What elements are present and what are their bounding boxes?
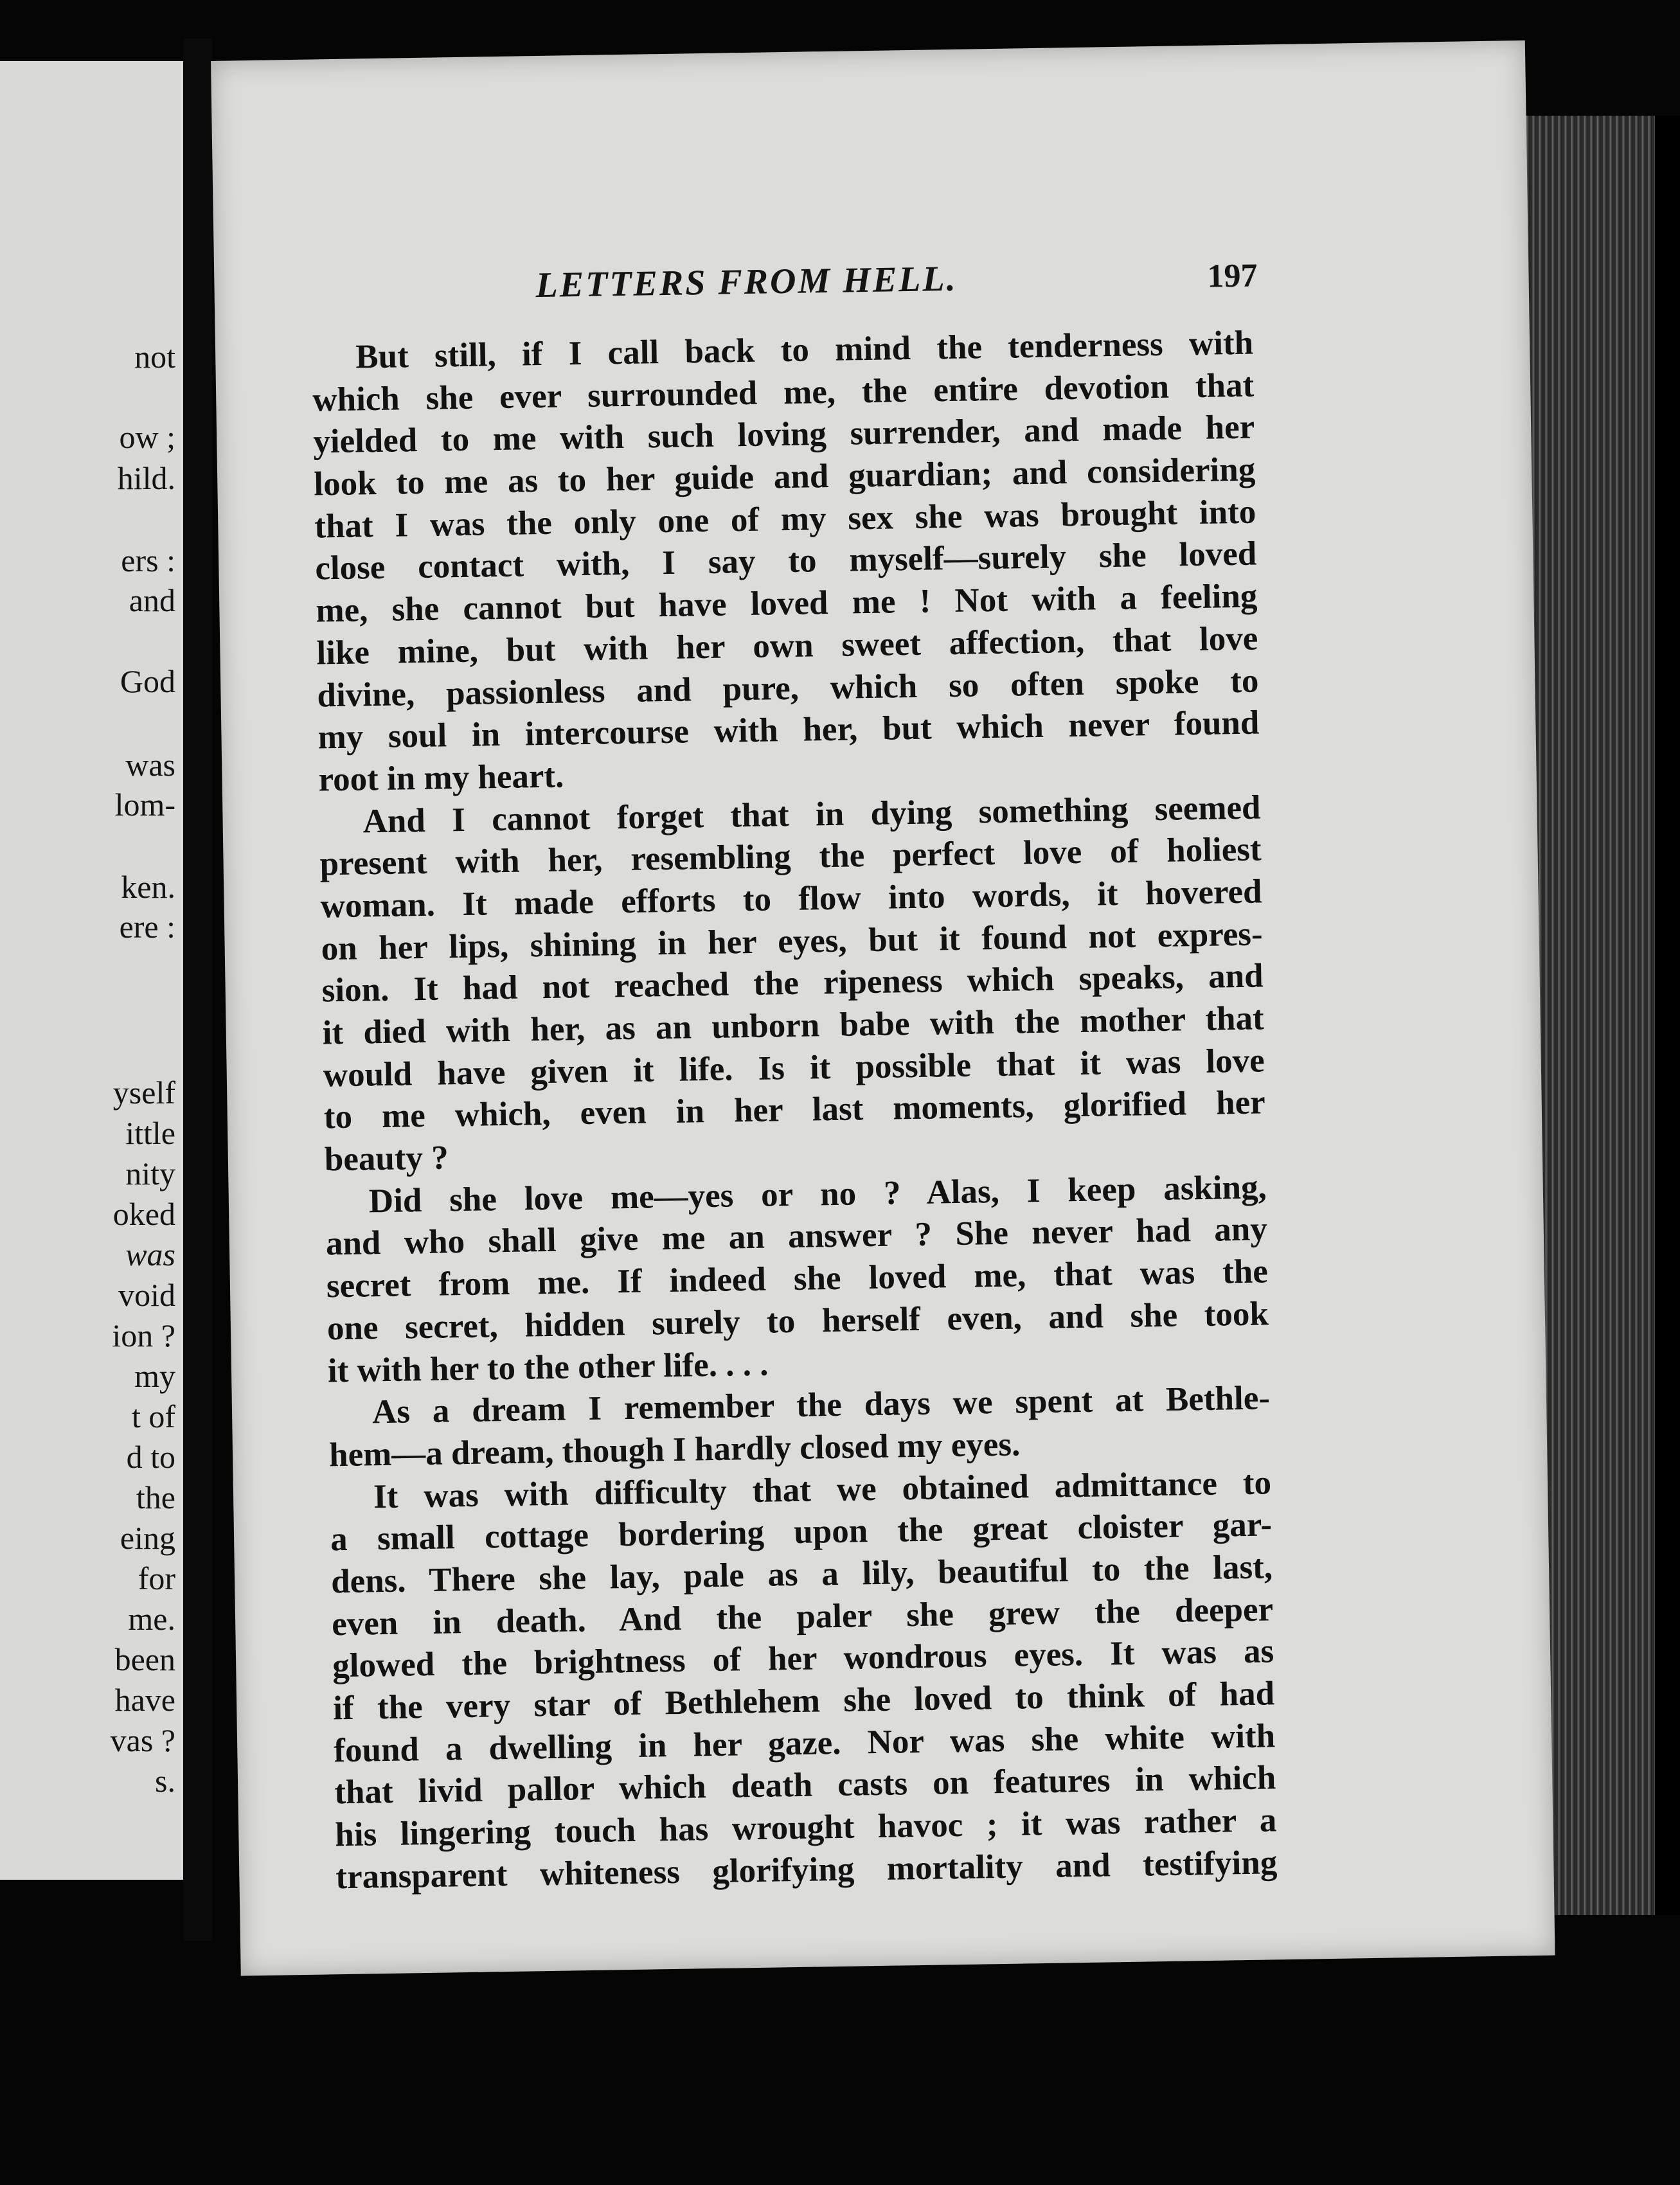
previous-page-line: me. bbox=[128, 1601, 175, 1637]
previous-page-line: not bbox=[134, 339, 175, 375]
previous-page-line: eing bbox=[120, 1520, 175, 1556]
text-line: it died with her, as an unborn babe with the mother that bbox=[322, 999, 1265, 1052]
previous-page-line: vas ? bbox=[110, 1722, 175, 1758]
book-page bbox=[211, 40, 1555, 1976]
running-head: LETTERS FROM HELL. bbox=[535, 258, 958, 306]
previous-page-line: was bbox=[125, 747, 175, 783]
previous-page-line: my bbox=[134, 1358, 175, 1394]
text-line: it with her to the other life. . . . bbox=[327, 1345, 769, 1389]
previous-page-line: ken. bbox=[121, 869, 175, 905]
text-line: close contact with, I say to myself—surely she loved bbox=[314, 535, 1257, 587]
previous-page-line: ittle bbox=[125, 1115, 175, 1151]
text-line: his lingering touch has wrought havoc ; it was rather a bbox=[334, 1801, 1277, 1854]
text-line: that I was the only one of my sex she was brought into bbox=[314, 493, 1256, 546]
text-line: glowed the brightness of her wondrous eyes. It was as bbox=[332, 1632, 1274, 1685]
text-line: even in death. And the paler she grew the deeper bbox=[331, 1590, 1274, 1643]
page-edges-shadow bbox=[1655, 116, 1680, 1915]
text-line: As a dream I remember the days we spent at Bethle- bbox=[371, 1379, 1271, 1431]
text-line: root in my heart. bbox=[318, 757, 564, 799]
text-line: and who shall give me an answer ? She never had any bbox=[325, 1210, 1268, 1263]
previous-page-line: ere : bbox=[119, 909, 175, 945]
body-text bbox=[312, 323, 1278, 1899]
text-line: sion. It had not reached the ripeness which speaks, and bbox=[321, 957, 1264, 1010]
previous-page-line: yself bbox=[112, 1075, 175, 1110]
previous-page-line: the bbox=[136, 1479, 175, 1515]
text-line: which she ever surrounded me, the entire devotion that bbox=[312, 366, 1255, 419]
text-line: a small cottage bordering upon the great cloister gar- bbox=[330, 1506, 1273, 1558]
previous-page-line: ow ; bbox=[119, 419, 175, 455]
text-line: on her lips, shining in her eyes, but it found not expres- bbox=[321, 915, 1263, 968]
previous-page-line: hild. bbox=[117, 460, 175, 496]
previous-page-line: lom- bbox=[114, 787, 175, 823]
text-line: if the very star of Bethlehem she loved to think of had bbox=[332, 1675, 1275, 1727]
previous-page-line: d to bbox=[126, 1439, 175, 1475]
text-line: yielded to me with such loving surrender, and made her bbox=[312, 408, 1255, 461]
text-line: beauty ? bbox=[324, 1139, 449, 1179]
previous-page-line: t of bbox=[131, 1398, 175, 1434]
text-line: one secret, hidden surely to herself even, and she took bbox=[326, 1295, 1269, 1348]
previous-page-line: s. bbox=[155, 1763, 175, 1799]
previous-page-line: and bbox=[129, 582, 175, 618]
text-line: my soul in intercourse with her, but which never found bbox=[317, 704, 1260, 756]
text-line: Did she love me—yes or no ? Alas, I keep asking, bbox=[368, 1168, 1267, 1220]
text-line: divine, passionless and pure, which so often spoke to bbox=[317, 662, 1259, 715]
previous-page-line: God bbox=[120, 663, 175, 699]
previous-page-line: for bbox=[138, 1560, 175, 1596]
text-line: hem—a dream, though I hardly closed my eyes. bbox=[328, 1425, 1021, 1474]
text-line: transparent whiteness glorifying mortality and testifying bbox=[335, 1844, 1278, 1896]
text-line: woman. It made efforts to flow into words, it hovered bbox=[320, 873, 1262, 925]
text-line: me, she cannot but have loved me ! Not with a feeling bbox=[316, 577, 1258, 630]
text-line: look to me as to her guide and guardian; and considering bbox=[313, 450, 1256, 503]
text-line: to me which, even in her last moments, glorified her bbox=[323, 1084, 1266, 1136]
previous-page-line: void bbox=[118, 1277, 175, 1313]
previous-page-line: was bbox=[125, 1236, 175, 1272]
previous-page-fragment bbox=[0, 61, 183, 1880]
previous-page-line: ion ? bbox=[112, 1317, 175, 1353]
text-line: And I cannot forget that in dying something seemed bbox=[362, 789, 1261, 840]
text-line: like mine, but with her own sweet affection, that love bbox=[316, 620, 1258, 672]
text-line: It was with difficulty that we obtained admittance to bbox=[373, 1463, 1272, 1515]
previous-page-line: oked bbox=[112, 1196, 175, 1232]
text-line: that livid pallor which death casts on features in which bbox=[334, 1759, 1276, 1812]
text-line: But still, if I call back to mind the tenderness with bbox=[355, 324, 1254, 376]
previous-page-line: have bbox=[114, 1682, 175, 1718]
text-line: would have given it life. Is it possible that it was love bbox=[323, 1042, 1265, 1094]
book-gutter bbox=[183, 39, 212, 1941]
previous-page-line: nity bbox=[125, 1155, 175, 1191]
previous-page-line: ers : bbox=[121, 542, 175, 578]
previous-page-line: been bbox=[114, 1641, 175, 1677]
text-line: found a dwelling in her gaze. Nor was she white with bbox=[333, 1717, 1276, 1770]
text-line: dens. There she lay, pale as a lily, beautiful to the last, bbox=[330, 1548, 1273, 1601]
text-line: present with her, resembling the perfect love of holiest bbox=[319, 830, 1262, 883]
page-number: 197 bbox=[1207, 257, 1258, 295]
text-line: secret from me. If indeed she loved me, that was the bbox=[326, 1253, 1269, 1305]
